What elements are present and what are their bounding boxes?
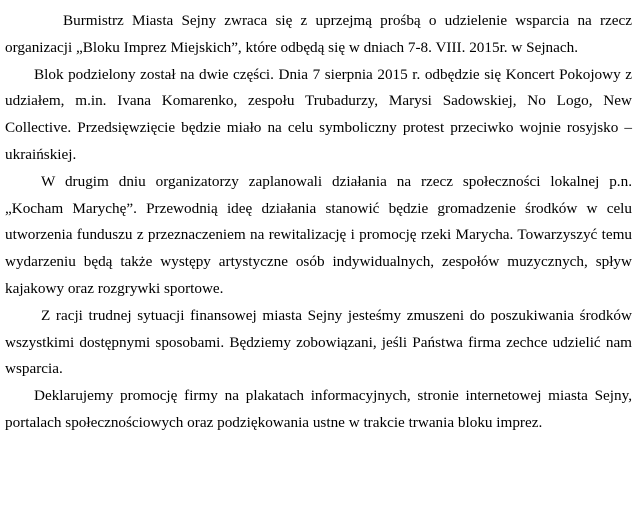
paragraph-peace-concert: Blok podzielony został na dwie części. Dnia 7 sierpnia 2015 r. odbędzie się Koncert Pokojowy z udziałem, m.in. Ivana Komarenko, zespołu Trubadurzy, Marysi Sadowskiej, No Logo, New Collective. Przedsięwzięcie będzie miało na celu symboliczny protest przeciwko wojnie rosyjsko – ukraińskiej. [5,65,632,163]
paragraph-promotion-offer: Deklarujemy promocję firmy na plakatach informacyjnych, stronie internetowej miasta Sejny, portalach społecznościowych oraz podziękowania ustne w trakcie trwania bloku imprez. [5,387,632,431]
paragraph-request: Burmistrz Miasta Sejny zwraca się z uprzejmą prośbą o udzielenie wsparcia na rzecz organizacji „Bloku Imprez Miejskich”, które odbędą się w dniach 7-8. VIII. 2015r. w Sejnach. [5,12,632,56]
paragraph-financial-situation: Z racji trudnej sytuacji finansowej miasta Sejny jesteśmy zmuszeni do poszukiwania środków wszystkimi dostępnymi sposobami. Będziemy zobowiązani, jeśli Państwa firma zechce udzielić nam wsparcia. [5,306,632,378]
paragraph-kocham-marycha: W drugim dniu organizatorzy zaplanowali działania na rzecz społeczności lokalnej p.n. „Kocham Marychę”. Przewodnią ideę działania stanowić będzie gromadzenie środków w celu utworzenia funduszu z przeznaczeniem na rewitalizację i promocję rzeki Marycha. Towarzyszyć temu wydarzeniu będą także występy artystyczne osób indywidualnych, zespołów muzycznych, spływ kajakowy oraz rozgrywki sportowe. [5,172,632,297]
